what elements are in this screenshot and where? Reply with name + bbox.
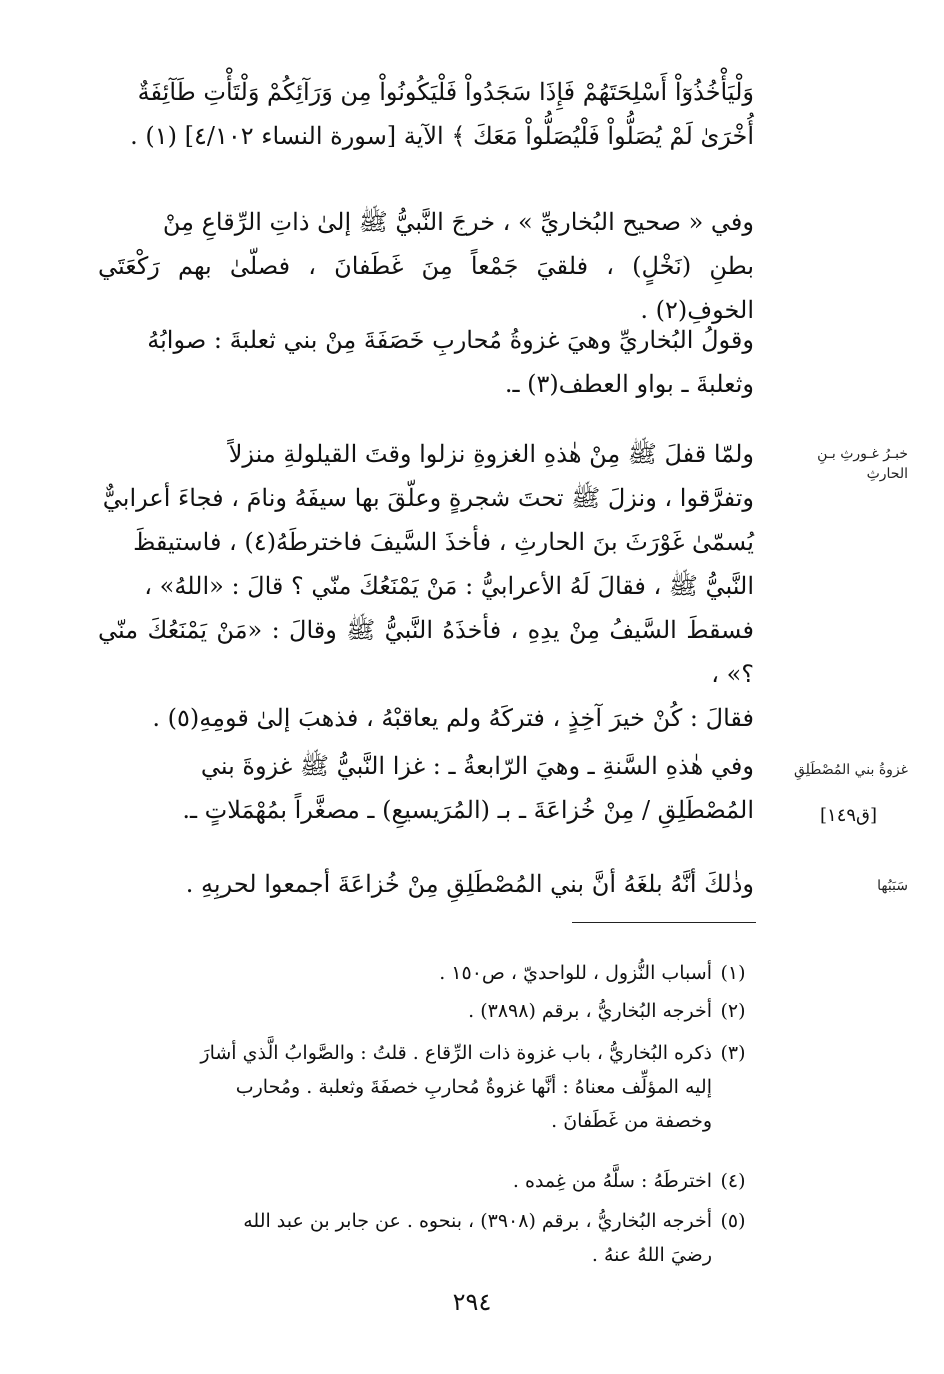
- paragraph-quran-verse: [98, 70, 754, 158]
- footnote-5: [98, 1204, 754, 1272]
- footnote-1: [98, 956, 754, 990]
- margin-note-line: خبـرُ غـورثِ بـنِ: [817, 446, 908, 462]
- text-line: وتفرَّقوا ، ونزلَ ﷺ تحتَ شجرةٍ وعلّقَ بها سيفَهُ ونامَ ، فجاءَ أعرابيٌّ: [102, 484, 754, 512]
- text-line: بطنِ (نَخْلٍ) ، فلقيَ جَمْعاً مِنَ غَطَفانَ ، فصلّىٰ بهم رَكْعَتَي الخوفِ(٢) .: [98, 252, 754, 324]
- footnote-number: (٣): [720, 1042, 746, 1064]
- margin-note-cause: [758, 876, 908, 896]
- paragraph-bukhari: [98, 200, 754, 332]
- footnote-number: (٤): [720, 1170, 746, 1192]
- footnote-text: رضيَ اللهُ عنهُ .: [591, 1244, 712, 1266]
- footnote-2: [98, 994, 754, 1028]
- text-line: النَّبيُّ ﷺ ، فقالَ لَهُ الأعرابيُّ : مَنْ يَمْنَعُكَ منّي ؟ قالَ : «اللهُ» ،: [144, 572, 754, 600]
- paragraph-ghawrath: [98, 432, 754, 740]
- margin-note-line: سَبَبُها: [877, 878, 908, 894]
- text-line: وفي هٰذهِ السَّنةِ ـ وهيَ الرّابعةُ ـ : غزا النَّبيُّ ﷺ غزوةَ بني: [200, 752, 754, 780]
- footnote-text: إليه المؤلِّف معناهُ : أنَّها غزوةُ مُحاربِ خصفَةَ وثعلبة . ومُحارب: [235, 1076, 712, 1098]
- text-line: وَلْيَأْخُذُوٓاْ أَسْلِحَتَهُمْ فَإِذَا سَجَدُواْ فَلْيَكُونُواْ مِن وَرَآئِكُمْ وَلْتَأْتِ طَآئِفَةٌ: [137, 78, 754, 106]
- text-line: فقالَ : كُنْ خيرَ آخِذٍ ، فتركَهُ ولم يعاقبْهُ ، فذهبَ إلىٰ قومِهِ(٥) .: [152, 704, 754, 732]
- margin-note-line: غزوةُ بني المُصْطَلِقِ: [793, 762, 908, 778]
- paragraph-cause: [98, 862, 754, 906]
- text-line: أُخْرَىٰ لَمْ يُصَلُّواْ فَلْيُصَلُّواْ مَعَكَ ﴾ الآية [سورة النساء ٤/١٠٢] (١) .: [130, 122, 754, 150]
- text-line: فسقطَ السَّيفُ مِنْ يدِهِ ، فأخذَهُ النَّبيُّ ﷺ وقالَ : «مَنْ يَمْنَعُكَ منّي ؟» ،: [98, 616, 754, 688]
- footnote-number: (١): [720, 962, 746, 984]
- footnote-text: أسباب النُّزول ، للواحديّ ، ص١٥٠ .: [439, 962, 712, 984]
- paragraph-mustaliq: [98, 744, 754, 832]
- text-line: وذٰلكَ أنَّهُ بلغَهُ أنَّ بني المُصْطَلِقِ مِنْ خُزاعَةَ أجمعوا لحربِهِ .: [185, 870, 754, 898]
- footnote-number: (٥): [720, 1210, 746, 1232]
- footnote-4: [98, 1164, 754, 1198]
- text-line: وثعلبةَ ـ بواو العطف(٣) ـ.: [504, 370, 754, 398]
- margin-note-mustaliq: [758, 760, 908, 780]
- footnote-divider: [572, 922, 756, 923]
- text-line: المُصْطَلِقِ / مِنْ خُزاعَةَ ـ بـ (المُرَيسيعِ) ـ مصغَّراً بمُهْمَلاتٍ ـ.: [182, 796, 754, 824]
- text-line: وقولُ البُخاريِّ وهيَ غزوةُ مُحاربِ خَصَفَةَ مِنْ بني ثعلبةَ : صوابُهُ: [147, 326, 754, 354]
- footnote-text: اخترطَهُ : سلَّهُ من غِمده .: [512, 1170, 712, 1192]
- manuscript-reference: [ق١٤٩]: [820, 805, 878, 826]
- text-line: يُسمّىٰ غَوْرَثَ بنَ الحارثِ ، فأخذَ السَّيفَ فاخترطَهُ(٤) ، فاستيقظَ: [133, 528, 754, 556]
- margin-note-ghawrath: [758, 444, 908, 484]
- footnote-text: أخرجه البُخاريُّ ، برقم (٣٩٠٨) ، بنحوه . عن جابر بن عبد الله: [243, 1210, 712, 1232]
- page-number: ٢٩٤: [452, 1288, 492, 1316]
- footnote-text: أخرجه البُخاريُّ ، برقم (٣٨٩٨) .: [468, 1000, 712, 1022]
- margin-note-line: الحارثِ: [866, 466, 908, 482]
- footnote-number: (٢): [720, 1000, 746, 1022]
- footnote-3: [98, 1036, 754, 1138]
- text-line: وفي « صحيح البُخاريِّ » ، خرجَ النَّبيُّ ﷺ إلىٰ ذاتِ الرِّقاعِ مِنْ: [162, 208, 754, 236]
- footnote-text: ذكره البُخاريُّ ، باب غزوة ذات الرِّقاع . قلتُ : والصَّوابُ الَّذي أشارَ: [200, 1042, 712, 1064]
- footnote-text: وخصفة من غَطَفانَ .: [551, 1110, 712, 1132]
- text-line: ولمّا قفلَ ﷺ مِنْ هٰذهِ الغزوةِ نزلوا وقتَ القيلولةِ منزلاً: [228, 440, 754, 468]
- paragraph-correction: [98, 318, 754, 406]
